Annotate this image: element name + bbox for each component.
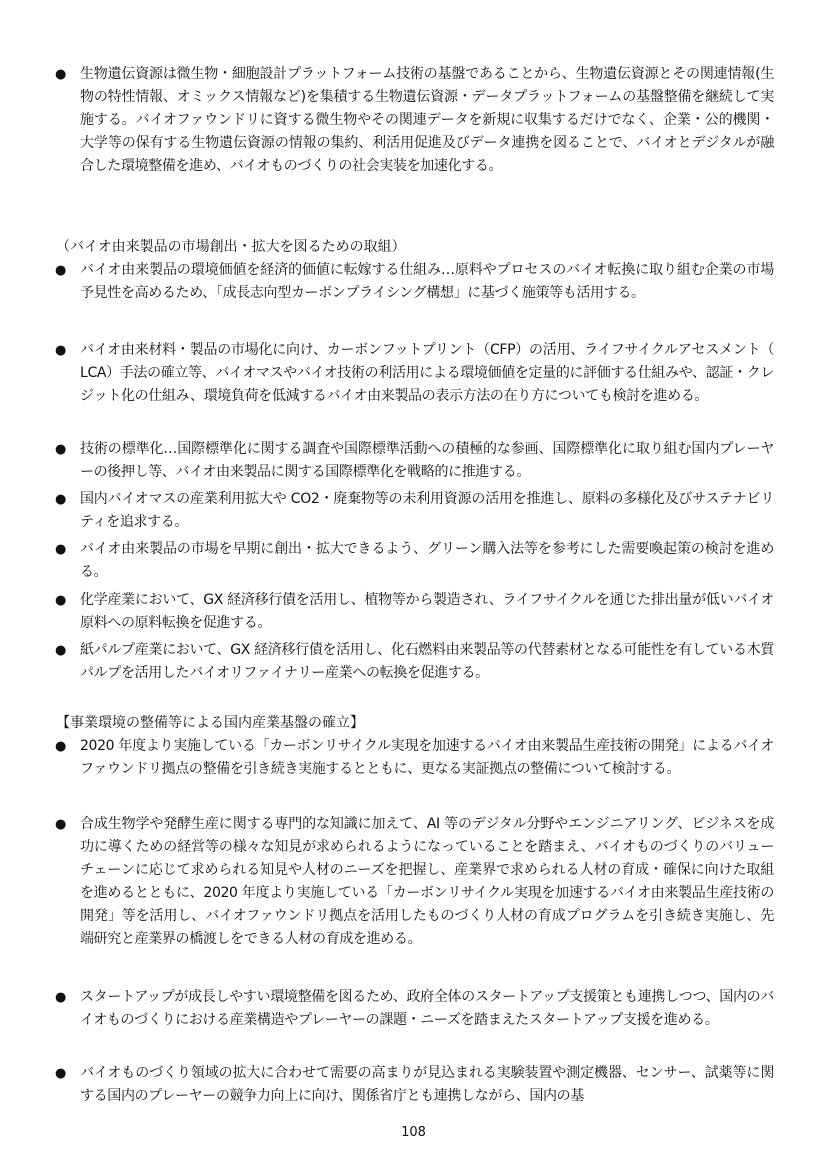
bullet-text: バイオ由来製品の環境価値を経済的価値に転嫁する仕組み…原料やプロセスのバイオ転換に取り組む企業の市場予見性を高めるため、「成長志向型カーボンプライシング構想」に基づく施策等も活用する。: [80, 262, 774, 302]
bullet-text: バイオものづくり領域の拡大に合わせて需要の高まりが見込まれる実験装置や測定機器、センサー、試薬等に関する国内のプレーヤーの競争力向上に向け、関係省庁とも連携しながら、国内の基: [80, 1065, 774, 1105]
section-heading-industry-base: 【事業環境の整備等による国内産業基盤の確立】: [56, 715, 364, 731]
page-number: 108: [401, 1125, 426, 1140]
bullet-icon: ●: [55, 593, 67, 608]
bullet-text: 化学産業において、GX 経済移行債を活用し、植物等から製造され、ライフサイクルを通じた排出量が低いバイオ原料への原料転換を促進する。: [80, 592, 774, 632]
bullet-text: 技術の標準化…国際標準化に関する調査や国際標準活動への積極的な参画、国際標準化に取り組む国内プレーヤーの後押し等、バイオ由来製品に関する国際標準化を戦略的に推進する。: [80, 441, 774, 481]
bullet-icon: ●: [55, 542, 67, 557]
bullet-text: 合成生物学や発酵生産に関する専門的な知識に加えて、AI 等のデジタル分野やエンジニアリング、ビジネスを成功に導くための経営等の様々な知見が求められるようになっていることを踏まえ、バイオものづくりのバリューチェーンに応じて求められる知見や人材のニーズを把握し、産業界で求められる人材の育成・確保に向けた取組を進めるとともに、2020 年度より実施している「カーボンリサイクル実現を加速するバイオ由来製品生産技術の開発」等を活用し、バイオファウンドリ拠点を活用したものづくり人材の育成プログラムを引き続き実施し、先端研究と産業界の橋渡しをできる人材の育成を進める。: [80, 816, 774, 948]
bullet-icon: ●: [55, 739, 67, 754]
bullet-text: 2020 年度より実施している「カーボンリサイクル実現を加速するバイオ由来製品生産技術の開発」によるバイオファウンドリ拠点の整備を引き続き実施するとともに、更なる実証拠点の整備について検討する。: [80, 738, 774, 778]
bullet-icon: ●: [55, 1066, 67, 1081]
section-heading-market: （バイオ由来製品の市場創出・拡大を図るための取組）: [56, 239, 406, 255]
bullet-icon: ●: [55, 343, 67, 358]
bullet-text: 国内バイオマスの産業利用拡大や CO2・廃棄物等の未利用資源の活用を推進し、原料の多様化及びサステナビリティを追求する。: [80, 491, 774, 531]
bullet-icon: ●: [55, 817, 67, 832]
bullet-icon: ●: [55, 67, 67, 82]
bullet-icon: ●: [55, 990, 67, 1005]
bullet-icon: ●: [55, 492, 67, 507]
bullet-icon: ●: [55, 442, 67, 457]
bullet-text: 紙パルプ産業において、GX 経済移行債を活用し、化石燃料由来製品等の代替素材となる可能性を有している木質パルプを活用したバイオリファイナリー産業への転換を促進する。: [80, 642, 774, 682]
bullet-text: バイオ由来製品の市場を早期に創出・拡大できるよう、グリーン購入法等を参考にした需要喚起策の検討を進める。: [80, 541, 774, 581]
bullet-text: スタートアップが成長しやすい環境整備を図るため、政府全体のスタートアップ支援策とも連携しつつ、国内のバイオものづくりにおける産業構造やプレーヤーの課題・ニーズを踏まえたスタートアップ支援を進める。: [80, 989, 774, 1029]
bullet-icon: ●: [55, 643, 67, 658]
bullet-icon: ●: [55, 263, 67, 278]
bullet-text: バイオ由来材料・製品の市場化に向け、カーボンフットプリント（CFP）の活用、ライフサイクルアセスメント（LCA）手法の確立等、バイオマスやバイオ技術の利活用による環境価値を定量的に評価する仕組みや、認証・クレジット化の仕組み、環境負荷を低減するバイオ由来製品の表示方法の在り方についても検討を進める。: [80, 342, 774, 405]
bullet-text: 生物遺伝資源は微生物・細胞設計プラットフォーム技術の基盤であることから、生物遺伝資源とその関連情報(生物の特性情報、オミックス情報など)を集積する生物遺伝資源・データプラットフォームの基盤整備を継続して実施する。バイオファウンドリに資する微生物やその関連データを新規に収集するだけでなく、企業・公的機関・大学等の保有する生物遺伝資源の情報の集約、利活用促進及びデータ連携を図ることで、バイオとデジタルが融合した環境整備を進め、バイオものづくりの社会実装を加速化する。: [80, 66, 774, 175]
